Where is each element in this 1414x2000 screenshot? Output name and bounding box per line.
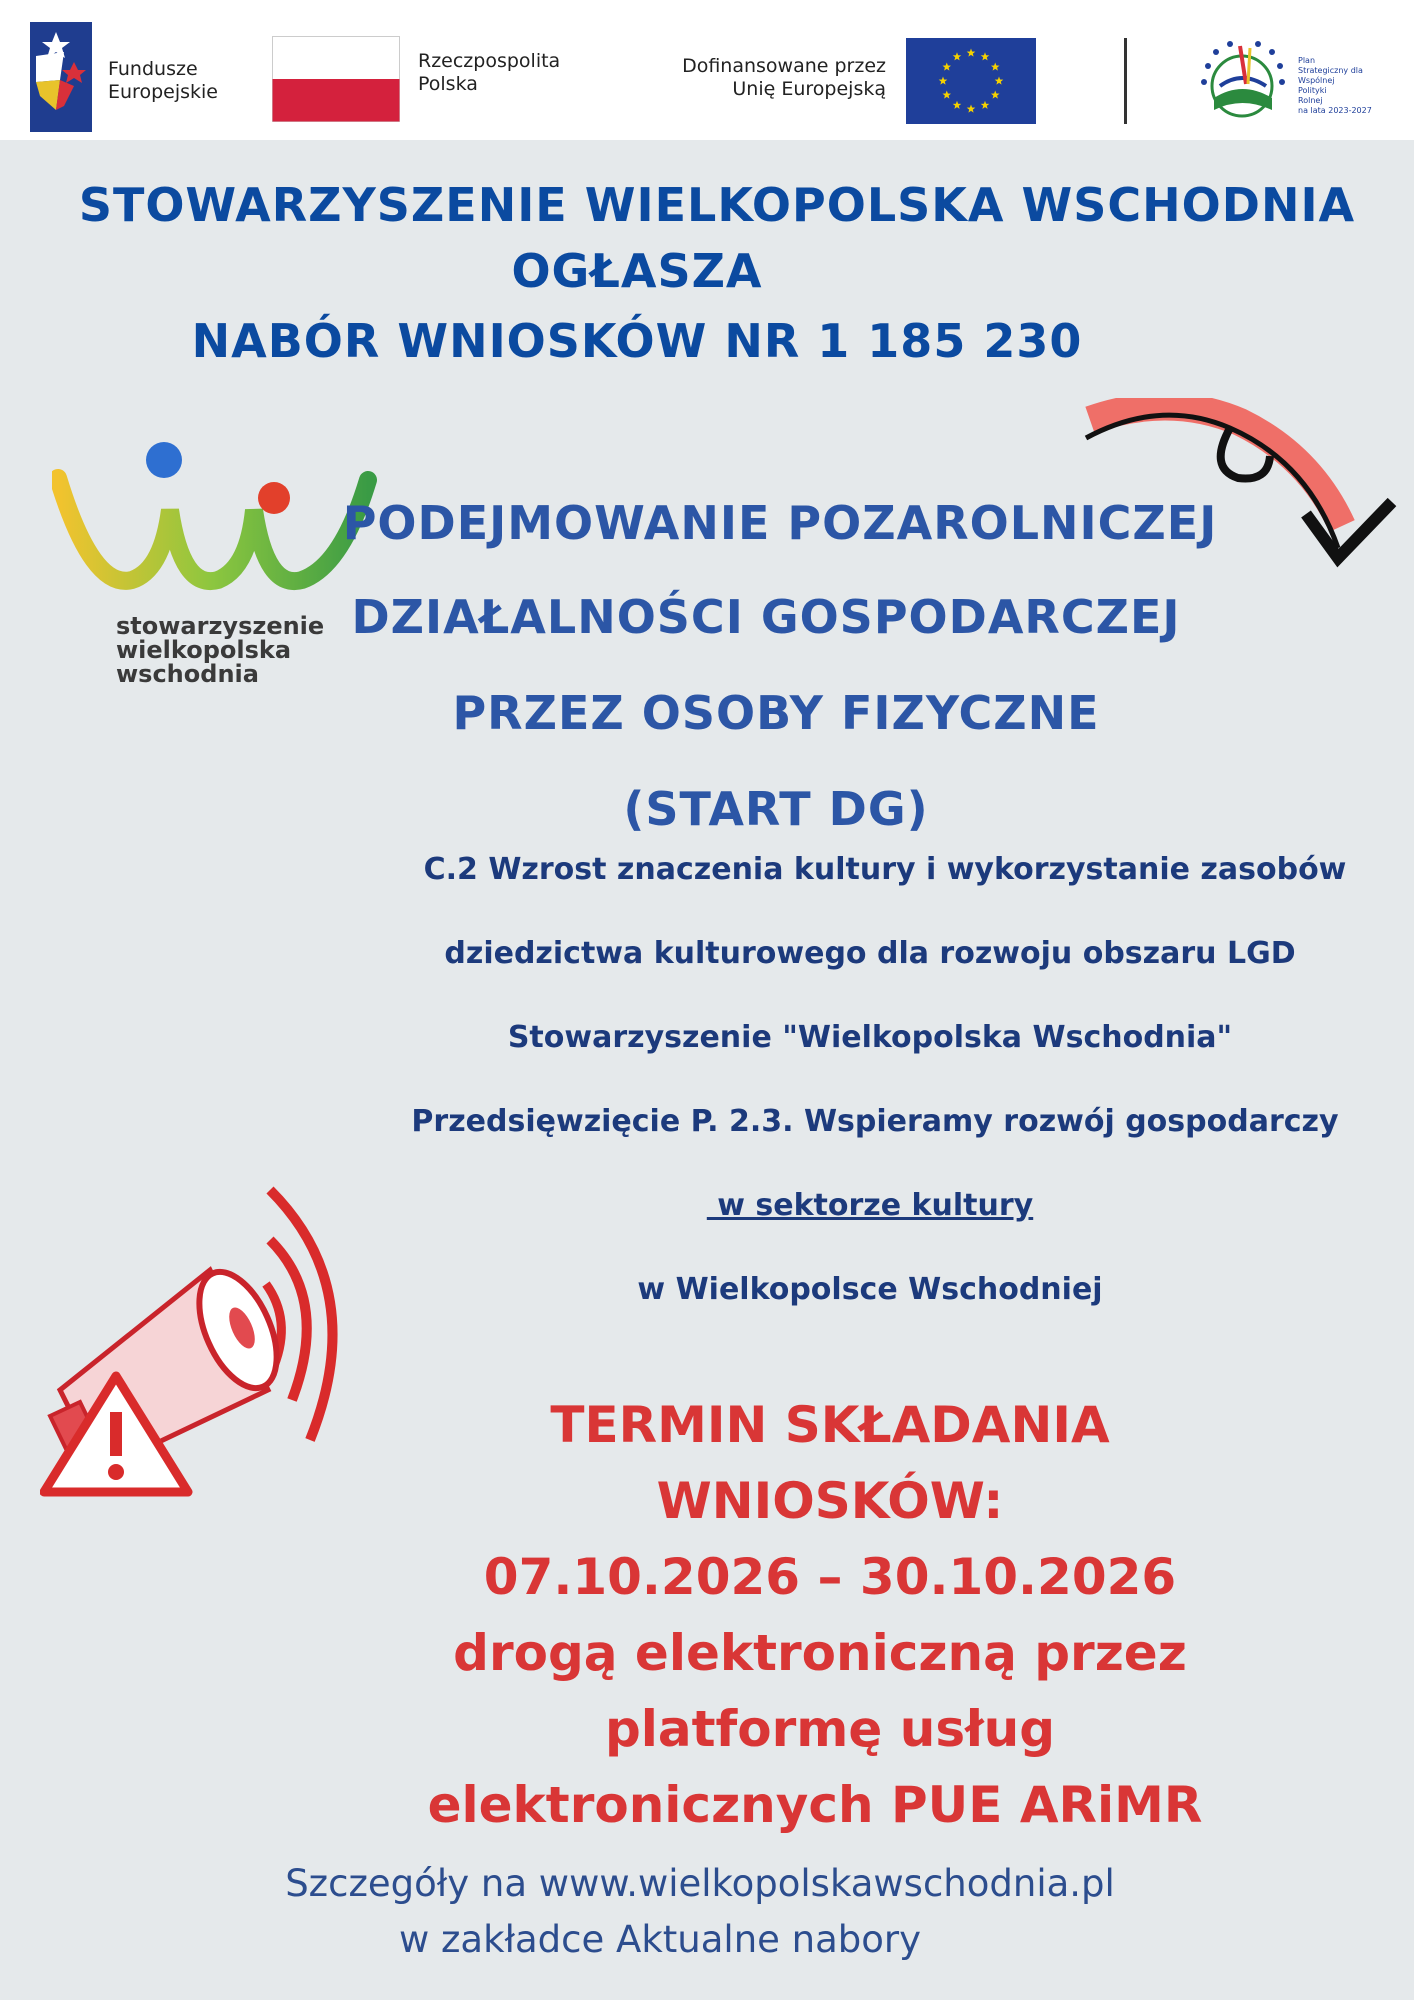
eu-line1: Dofinansowane przez bbox=[682, 55, 886, 77]
eu-text bbox=[610, 55, 886, 101]
rp-text bbox=[418, 50, 560, 96]
eu-line2: Unię Europejską bbox=[732, 78, 886, 100]
logo-line2: wielkopolska bbox=[116, 636, 292, 664]
footer-tab-info: w zakładce Aktualne nabory bbox=[398, 1918, 922, 1961]
goal-line6: w Wielkopolsce Wschodniej bbox=[637, 1272, 1103, 1307]
deadline-line5: platformę usług bbox=[604, 1700, 1056, 1758]
logo-bar bbox=[0, 0, 1414, 140]
goal-line1: C.2 Wzrost znaczenia kultury i wykorzystanie zasobów bbox=[423, 852, 1347, 887]
polish-flag-icon bbox=[272, 36, 400, 122]
psp-text bbox=[1298, 56, 1372, 116]
deadline-line2: WNIOSKÓW: bbox=[656, 1472, 1004, 1530]
rp-line2: Polska bbox=[418, 73, 478, 95]
psp-line: Rolnej bbox=[1298, 96, 1323, 105]
psp-line: Plan bbox=[1298, 56, 1316, 65]
psp-line: Polityki bbox=[1298, 86, 1327, 95]
psp-line: na lata 2023-2027 bbox=[1298, 106, 1372, 115]
deadline-line6: elektronicznych PUE ARiMR bbox=[427, 1776, 1203, 1834]
plan-strategiczny-logo-icon bbox=[1196, 36, 1296, 128]
curved-arrow-icon bbox=[1080, 398, 1410, 578]
header-divider bbox=[1124, 38, 1127, 124]
goal-line4: Przedsięwzięcie P. 2.3. Wspieramy rozwój gospodarczy bbox=[411, 1104, 1339, 1139]
theme-line2: DZIAŁALNOŚCI GOSPODARCZEJ bbox=[351, 590, 1181, 644]
deadline-line1: TERMIN SKŁADANIA bbox=[550, 1396, 1110, 1454]
theme-line4: (START DG) bbox=[623, 782, 929, 836]
goal-line3: Stowarzyszenie "Wielkopolska Wschodnia" bbox=[507, 1020, 1233, 1055]
deadline-dates: 07.10.2026 – 30.10.2026 bbox=[483, 1548, 1177, 1606]
fe-logo-text bbox=[108, 58, 218, 104]
title-line1: STOWARZYSZENIE WIELKOPOLSKA WSCHODNIA bbox=[78, 178, 1356, 232]
eu-flag-icon bbox=[906, 38, 1036, 124]
theme-line3: PRZEZ OSOBY FIZYCZNE bbox=[452, 686, 1100, 740]
deadline-line4: drogą elektroniczną przez bbox=[453, 1624, 1187, 1682]
rp-line1: Rzeczpospolita bbox=[418, 50, 561, 72]
megaphone-warning-icon bbox=[40, 1180, 390, 1510]
title-line2: OGŁASZA bbox=[511, 244, 763, 298]
goal-line5: w sektorze kultury bbox=[706, 1188, 1034, 1223]
title-line3: NABÓR WNIOSKÓW NR 1 185 230 bbox=[191, 314, 1083, 368]
psp-line: Strategiczny dla bbox=[1298, 66, 1363, 75]
logo-line1: stowarzyszenie bbox=[116, 612, 325, 640]
goal-line2: dziedzictwa kulturowego dla rozwoju obszaru LGD bbox=[444, 936, 1296, 971]
logo-line3: wschodnia bbox=[116, 660, 259, 688]
fe-logo-line1: Fundusze bbox=[108, 58, 198, 80]
theme-line1: PODEJMOWANIE POZAROLNICZEJ bbox=[342, 496, 1218, 550]
sww-logo-text bbox=[116, 614, 324, 686]
fe-logo-line2: Europejskie bbox=[108, 81, 218, 103]
psp-line: Wspólnej bbox=[1298, 76, 1335, 85]
footer-details: Szczegóły na www.wielkopolskawschodnia.pl bbox=[285, 1862, 1115, 1905]
fundusze-europejskie-icon bbox=[30, 22, 92, 132]
